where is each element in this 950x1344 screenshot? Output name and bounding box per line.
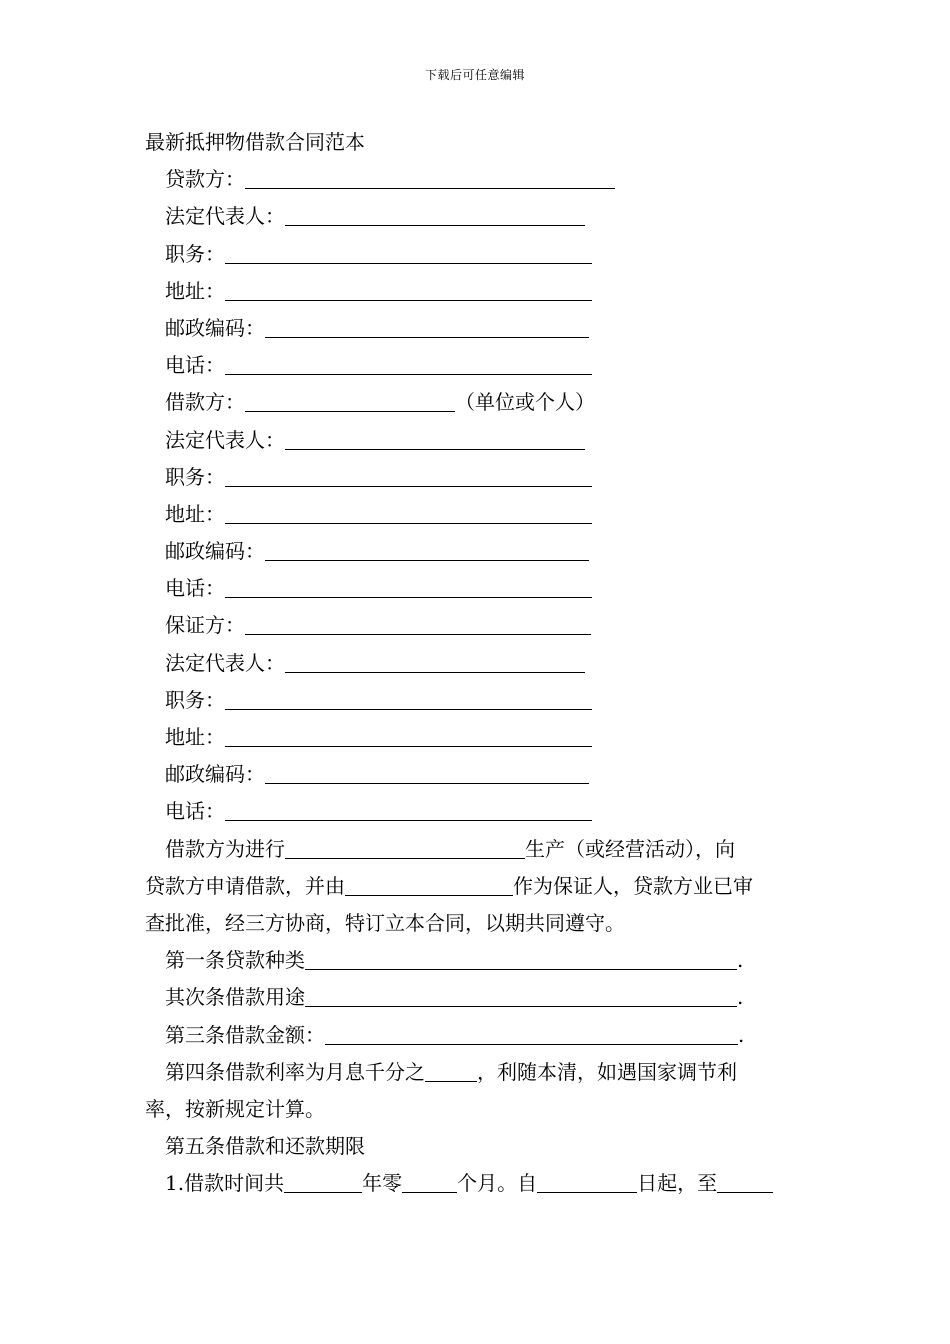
- borrower-position-row: [145, 459, 807, 496]
- contract-document: [145, 124, 807, 1202]
- borrower-rep-field[interactable]: [285, 448, 585, 450]
- lender-rep-label: 法定代表人：: [165, 204, 285, 229]
- lender-position-label: 职务：: [165, 241, 225, 266]
- guarantor-position-field[interactable]: [225, 708, 592, 710]
- article-3-label: 第三条借款金额：: [165, 1022, 325, 1047]
- preamble-text-3: 贷款方申请借款，并由: [145, 873, 345, 898]
- production-field[interactable]: [285, 857, 525, 859]
- article-5-1-text-1: 1.借款时间共: [165, 1171, 285, 1196]
- guarantor-name-label: 保证方：: [165, 613, 245, 638]
- lender-address-label: 地址：: [165, 278, 225, 303]
- article-3-row: [145, 1017, 807, 1054]
- guarantor-inline-field[interactable]: [345, 894, 513, 896]
- page-header: 下载后可任意编辑: [424, 68, 525, 82]
- guarantor-address-field[interactable]: [225, 745, 592, 747]
- borrower-rep-row: [145, 422, 807, 459]
- borrower-phone-label: 电话：: [165, 576, 225, 601]
- article-2-end: .: [737, 985, 744, 1010]
- borrower-address-row: [145, 496, 807, 533]
- article-4-text-3: 率，按新规定计算。: [145, 1096, 325, 1121]
- lender-rep-field[interactable]: [285, 224, 585, 226]
- lender-phone-label: 电话：: [165, 353, 225, 378]
- guarantor-address-label: 地址：: [165, 725, 225, 749]
- loan-years-field[interactable]: [284, 1191, 362, 1193]
- borrower-position-label: 职务：: [165, 464, 225, 489]
- article-5-heading: [145, 1128, 807, 1165]
- guarantor-position-label: 职务：: [165, 687, 225, 712]
- lender-position-row: [145, 236, 807, 273]
- lender-postal-field[interactable]: [265, 336, 589, 338]
- preamble-text-4: 作为保证人，贷款方业已审: [513, 873, 753, 898]
- guarantor-phone-label: 电话：: [165, 799, 225, 824]
- article-5-1-text-4: 日起，至: [637, 1171, 718, 1196]
- guarantor-name-field[interactable]: [245, 633, 591, 635]
- lender-postal-label: 邮政编码：: [165, 315, 265, 340]
- borrower-postal-label: 邮政编码：: [165, 539, 265, 564]
- article-1-end: .: [737, 948, 744, 973]
- preamble-line-3: [145, 905, 807, 942]
- article-3-end: .: [738, 1022, 745, 1047]
- article-4-line-1: [145, 1054, 807, 1091]
- lender-phone-row: [145, 347, 807, 384]
- preamble-text-5: 查批准，经三方协商，特订立本合同，以期共同遵守。: [145, 910, 625, 935]
- preamble-text-1: 借款方为进行: [165, 836, 285, 861]
- lender-phone-field[interactable]: [225, 373, 592, 375]
- borrower-rep-label: 法定代表人：: [165, 427, 285, 452]
- article-5-1-row: [145, 1165, 807, 1202]
- lender-name-row: [145, 161, 807, 198]
- borrower-phone-field[interactable]: [225, 596, 592, 598]
- borrower-phone-row: [145, 570, 807, 607]
- lender-rep-row: [145, 198, 807, 235]
- borrower-name-row: [145, 384, 807, 421]
- lender-address-row: [145, 273, 807, 310]
- document-title: 最新抵押物借款合同范本: [145, 130, 365, 154]
- preamble-line-1: [145, 831, 807, 868]
- guarantor-phone-field[interactable]: [225, 819, 592, 821]
- article-4-text-2: ，利随本清，如遇国家调节利: [477, 1059, 737, 1084]
- loan-amount-field[interactable]: [325, 1043, 738, 1045]
- borrower-address-label: 地址：: [165, 501, 225, 526]
- article-1-row: [145, 942, 807, 979]
- lender-name-label: 贷款方：: [165, 167, 245, 192]
- preamble-line-2: [145, 868, 807, 905]
- guarantor-rep-row: [145, 645, 807, 682]
- article-4-line-2: [145, 1091, 807, 1128]
- article-2-label: 其次条借款用途: [165, 985, 305, 1010]
- article-2-row: [145, 979, 807, 1016]
- borrower-name-field[interactable]: [245, 410, 455, 412]
- loan-purpose-field[interactable]: [305, 1005, 737, 1007]
- borrower-name-suffix: （单位或个人）: [455, 390, 595, 415]
- loan-months-field[interactable]: [402, 1191, 457, 1193]
- article-4-text-1: 第四条借款利率为月息千分之: [165, 1059, 425, 1084]
- loan-type-field[interactable]: [305, 968, 737, 970]
- lender-name-field[interactable]: [245, 187, 615, 189]
- guarantor-rep-field[interactable]: [285, 671, 585, 673]
- lender-position-field[interactable]: [225, 262, 592, 264]
- interest-rate-field[interactable]: [425, 1080, 477, 1082]
- borrower-address-field[interactable]: [225, 522, 592, 524]
- preamble-text-2: 生产（或经营活动），向: [525, 836, 735, 861]
- borrower-postal-field[interactable]: [265, 559, 589, 561]
- lender-address-field[interactable]: [225, 299, 592, 301]
- article-5-1-text-2: 年零: [362, 1171, 403, 1196]
- borrower-name-label: 借款方：: [165, 390, 245, 415]
- guarantor-name-row: [145, 607, 807, 644]
- borrower-postal-row: [145, 533, 807, 570]
- article-5-label: 第五条借款和还款期限: [165, 1134, 365, 1159]
- guarantor-postal-row: [145, 756, 807, 793]
- guarantor-address-row: [145, 719, 807, 756]
- article-1-label: 第一条贷款种类: [165, 948, 305, 973]
- guarantor-rep-label: 法定代表人：: [165, 650, 285, 675]
- guarantor-phone-row: [145, 793, 807, 830]
- guarantor-postal-label: 邮政编码：: [165, 762, 265, 787]
- article-5-1-text-3: 个月。自: [457, 1171, 538, 1196]
- borrower-position-field[interactable]: [225, 485, 592, 487]
- guarantor-postal-field[interactable]: [265, 782, 589, 784]
- guarantor-position-row: [145, 682, 807, 719]
- lender-postal-row: [145, 310, 807, 347]
- end-date-field[interactable]: [717, 1191, 773, 1193]
- start-date-field[interactable]: [537, 1191, 637, 1193]
